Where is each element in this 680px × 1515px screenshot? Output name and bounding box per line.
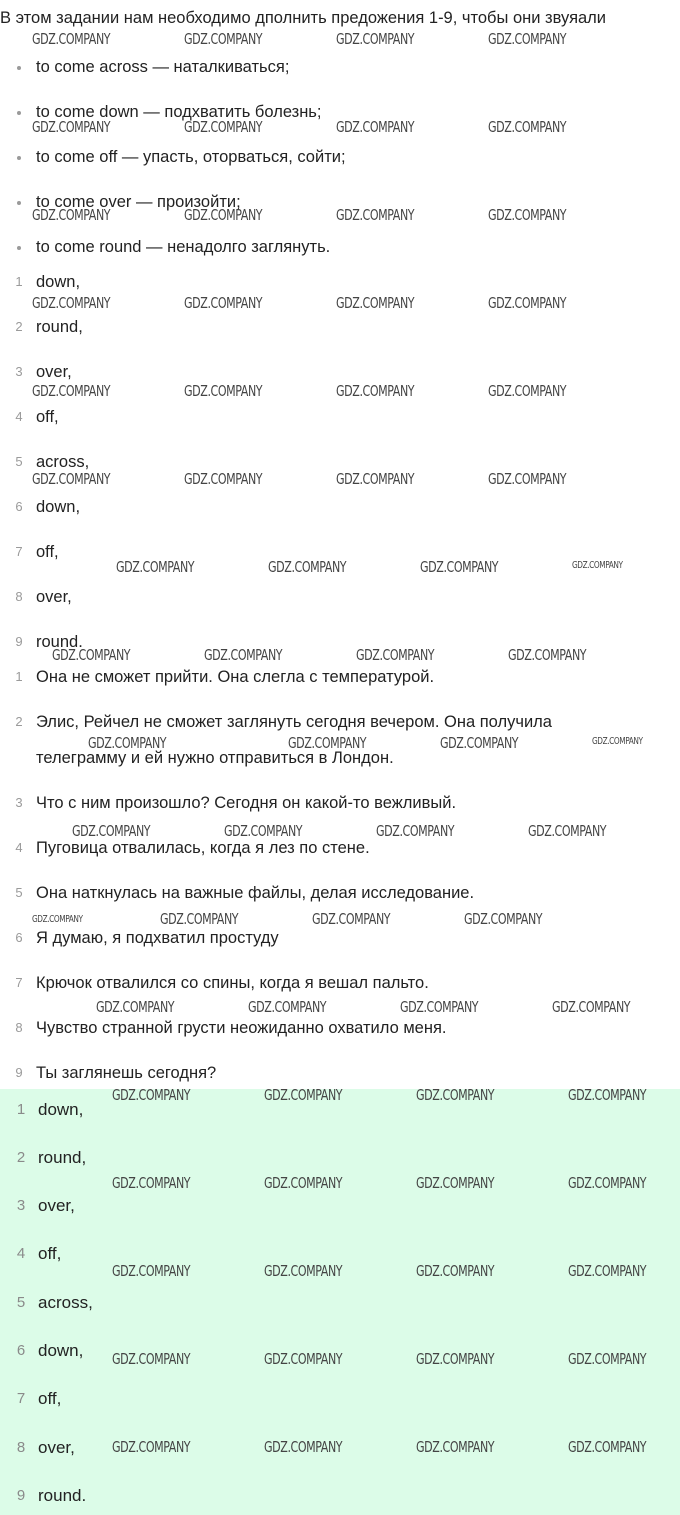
watermark: GDZ.COMPANY <box>592 736 643 747</box>
watermark: GDZ.COMPANY <box>336 30 415 48</box>
watermark: GDZ.COMPANY <box>264 1438 343 1456</box>
watermark: GDZ.COMPANY <box>572 560 623 571</box>
translation-text: Пуговица отвалилась, когда я лез по стене. <box>36 839 370 857</box>
answer-number: 3 <box>15 364 23 379</box>
translation-number: 1 <box>15 669 23 684</box>
translation-text: Чувство странной грусти неожиданно охватило меня. <box>36 1019 447 1037</box>
translation-text: Ты заглянешь сегодня? <box>36 1064 217 1082</box>
watermark: GDZ.COMPANY <box>288 734 367 752</box>
watermark: GDZ.COMPANY <box>356 646 435 664</box>
list-item-text: to come round — ненадолго заглянуть. <box>36 238 331 256</box>
watermark: GDZ.COMPANY <box>32 470 111 488</box>
translation-number: 8 <box>15 1020 23 1035</box>
translation-number: 2 <box>15 714 23 729</box>
watermark: GDZ.COMPANY <box>264 1262 343 1280</box>
watermark: GDZ.COMPANY <box>184 206 263 224</box>
watermark: GDZ.COMPANY <box>528 822 607 840</box>
watermark: GDZ.COMPANY <box>488 118 567 136</box>
watermark: GDZ.COMPANY <box>336 294 415 312</box>
watermark: GDZ.COMPANY <box>112 1174 191 1192</box>
translation-text: Что с ним произошло? Сегодня он какой-то вежливый. <box>36 794 457 812</box>
watermark: GDZ.COMPANY <box>72 822 151 840</box>
watermark: GDZ.COMPANY <box>336 206 415 224</box>
bullet-dot-icon <box>17 66 21 70</box>
translation-text: Крючок отвалился со спины, когда я вешал пальто. <box>36 974 429 992</box>
watermark: GDZ.COMPANY <box>32 294 111 312</box>
watermark: GDZ.COMPANY <box>488 206 567 224</box>
bullet-dot-icon <box>17 201 21 205</box>
final-answer-text: off, <box>38 1389 62 1408</box>
answer-number: 9 <box>15 634 23 649</box>
watermark: GDZ.COMPANY <box>488 294 567 312</box>
final-answer-number: 4 <box>16 1245 26 1262</box>
intro-text: В этом задании нам необходимо дполнить предожения 1-9, чтобы они звуяали <box>0 9 607 27</box>
watermark: GDZ.COMPANY <box>568 1086 647 1104</box>
watermark: GDZ.COMPANY <box>508 646 587 664</box>
watermark: GDZ.COMPANY <box>204 646 283 664</box>
bullet-dot-icon <box>17 246 21 250</box>
answer-text: over, <box>36 588 72 606</box>
translation-number: 5 <box>15 885 23 900</box>
final-answer-text: round. <box>38 1486 87 1505</box>
watermark: GDZ.COMPANY <box>420 558 499 576</box>
answer-number: 5 <box>15 454 23 469</box>
translation-number: 3 <box>15 795 23 810</box>
translation-text: Она не сможет прийти. Она слегла с температурой. <box>36 668 435 686</box>
translation-text: Я думаю, я подхватил простуду <box>36 929 279 947</box>
watermark: GDZ.COMPANY <box>488 30 567 48</box>
answer-text: off, <box>36 408 59 426</box>
watermark: GDZ.COMPANY <box>184 382 263 400</box>
final-answer-text: off, <box>38 1244 62 1263</box>
watermark: GDZ.COMPANY <box>268 558 347 576</box>
watermark: GDZ.COMPANY <box>264 1174 343 1192</box>
translation-number: 4 <box>15 840 23 855</box>
watermark: GDZ.COMPANY <box>416 1350 495 1368</box>
final-answer-text: over, <box>38 1196 75 1215</box>
list-item-text: to come over — произойти; <box>36 193 241 211</box>
answer-text: off, <box>36 543 59 561</box>
watermark: GDZ.COMPANY <box>32 914 83 925</box>
answer-number: 1 <box>15 274 23 289</box>
watermark: GDZ.COMPANY <box>116 558 195 576</box>
final-answer-number: 2 <box>16 1149 26 1166</box>
final-answer-text: across, <box>38 1293 93 1312</box>
translation-number: 7 <box>15 975 23 990</box>
final-answer-number: 7 <box>16 1390 26 1407</box>
answer-number: 4 <box>15 409 23 424</box>
watermark: GDZ.COMPANY <box>416 1262 495 1280</box>
watermark: GDZ.COMPANY <box>568 1262 647 1280</box>
watermark: GDZ.COMPANY <box>224 822 303 840</box>
watermark: GDZ.COMPANY <box>416 1174 495 1192</box>
watermark: GDZ.COMPANY <box>552 998 631 1016</box>
answer-text: down, <box>36 498 81 516</box>
watermark: GDZ.COMPANY <box>32 206 111 224</box>
watermark: GDZ.COMPANY <box>96 998 175 1016</box>
watermark: GDZ.COMPANY <box>264 1350 343 1368</box>
list-item-text: to come across — наталкиваться; <box>36 58 290 76</box>
final-answer-text: down, <box>38 1341 84 1360</box>
answer-number: 2 <box>15 319 23 334</box>
watermark: GDZ.COMPANY <box>32 118 111 136</box>
final-answer-number: 8 <box>16 1439 26 1456</box>
watermark: GDZ.COMPANY <box>416 1438 495 1456</box>
answer-number: 6 <box>15 499 23 514</box>
watermark: GDZ.COMPANY <box>184 470 263 488</box>
answer-number: 7 <box>15 544 23 559</box>
final-answer-number: 6 <box>16 1342 26 1359</box>
watermark: GDZ.COMPANY <box>88 734 167 752</box>
watermark: GDZ.COMPANY <box>184 118 263 136</box>
watermark: GDZ.COMPANY <box>112 1350 191 1368</box>
watermark: GDZ.COMPANY <box>32 30 111 48</box>
watermark: GDZ.COMPANY <box>32 382 111 400</box>
final-answer-number: 3 <box>16 1197 26 1214</box>
translation-text-line1: Элис, Рейчел не сможет заглянуть сегодня вечером. Она получила <box>36 713 552 731</box>
watermark: GDZ.COMPANY <box>336 382 415 400</box>
watermark: GDZ.COMPANY <box>112 1086 191 1104</box>
bullet-dot-icon <box>17 156 21 160</box>
watermark: GDZ.COMPANY <box>568 1438 647 1456</box>
watermark: GDZ.COMPANY <box>568 1174 647 1192</box>
watermark: GDZ.COMPANY <box>160 910 239 928</box>
final-answer-block <box>0 1089 680 1515</box>
answer-text: round, <box>36 318 83 336</box>
final-answer-number: 1 <box>16 1101 26 1118</box>
translation-text-line2: телеграмму и ей нужно отправиться в Лондон. <box>36 749 394 767</box>
watermark: GDZ.COMPANY <box>400 998 479 1016</box>
watermark: GDZ.COMPANY <box>464 910 543 928</box>
translation-number: 6 <box>15 930 23 945</box>
watermark: GDZ.COMPANY <box>440 734 519 752</box>
final-answer-number: 5 <box>16 1294 26 1311</box>
translation-text: Она наткнулась на важные файлы, делая исследование. <box>36 884 475 902</box>
list-item-text: to come down — подхватить болезнь; <box>36 103 322 121</box>
answer-text: down, <box>36 273 81 291</box>
watermark: GDZ.COMPANY <box>416 1086 495 1104</box>
watermark: GDZ.COMPANY <box>112 1262 191 1280</box>
final-answer-number: 9 <box>16 1487 26 1504</box>
watermark: GDZ.COMPANY <box>336 118 415 136</box>
watermark: GDZ.COMPANY <box>248 998 327 1016</box>
answer-text: over, <box>36 363 72 381</box>
bullet-dot-icon <box>17 111 21 115</box>
answer-text: round. <box>36 633 83 651</box>
watermark: GDZ.COMPANY <box>184 294 263 312</box>
watermark: GDZ.COMPANY <box>376 822 455 840</box>
translation-number: 9 <box>15 1065 23 1080</box>
final-answer-text: down, <box>38 1100 84 1119</box>
watermark: GDZ.COMPANY <box>312 910 391 928</box>
answer-text: across, <box>36 453 90 471</box>
watermark: GDZ.COMPANY <box>488 470 567 488</box>
answer-number: 8 <box>15 589 23 604</box>
watermark: GDZ.COMPANY <box>336 470 415 488</box>
watermark: GDZ.COMPANY <box>52 646 131 664</box>
list-item-text: to come off — упасть, оторваться, сойти; <box>36 148 346 166</box>
watermark: GDZ.COMPANY <box>568 1350 647 1368</box>
watermark: GDZ.COMPANY <box>488 382 567 400</box>
watermark: GDZ.COMPANY <box>184 30 263 48</box>
watermark: GDZ.COMPANY <box>264 1086 343 1104</box>
final-answer-text: round, <box>38 1148 87 1167</box>
watermark: GDZ.COMPANY <box>112 1438 191 1456</box>
final-answer-text: over, <box>38 1438 75 1457</box>
